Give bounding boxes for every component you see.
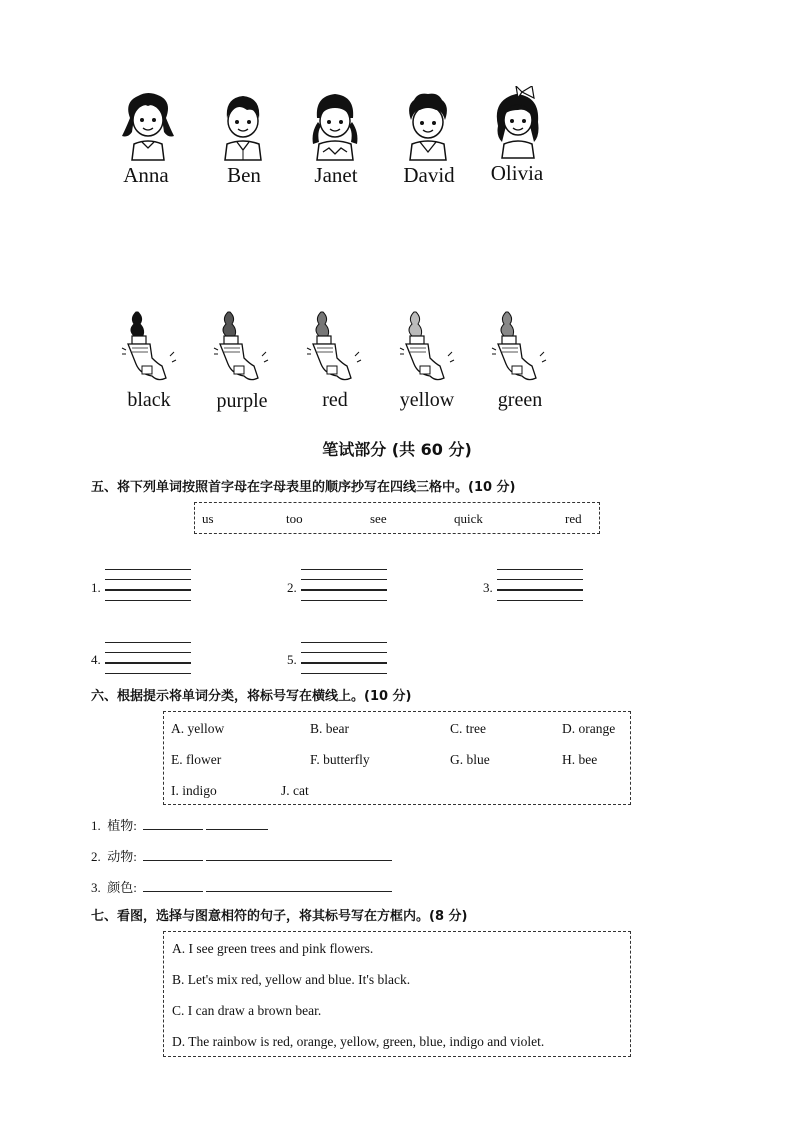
character-name: Anna — [123, 163, 169, 187]
word: us — [202, 511, 214, 526]
section5-title: 五、将下列单词按照首字母在字母表里的顺序抄写在四线三格中。(10 分) — [91, 480, 516, 495]
category-row: 1. 植物: — [91, 818, 137, 833]
answer-line[interactable] — [206, 891, 392, 892]
grid-number: 1. — [91, 580, 101, 595]
paint-label: black — [127, 389, 171, 411]
paint-label: yellow — [399, 389, 455, 411]
option: F. butterfly — [310, 752, 370, 767]
answer-line[interactable] — [143, 829, 203, 830]
paint-tube-icon — [488, 308, 552, 386]
answer-line[interactable] — [143, 860, 203, 861]
sentence: D. The rainbow is red, orange, yellow, green, blue, indigo and violet. — [172, 1034, 545, 1049]
paint-label: red — [322, 389, 348, 411]
paint-tube-icon — [303, 308, 367, 386]
section7-title: 七、看图，选择与图意相符的句子，将其标号写在方框内。(8 分) — [91, 909, 468, 924]
word: red — [565, 511, 582, 526]
sentence: A. I see green trees and pink flowers. — [172, 941, 374, 956]
sentence: C. I can draw a brown bear. — [172, 1003, 322, 1018]
exam-title: 笔试部分 (共 60 分) — [322, 440, 472, 459]
section5-word-box — [194, 502, 600, 534]
section6-option-box — [163, 711, 631, 805]
option: A. yellow — [171, 721, 225, 736]
grid-number: 2. — [287, 580, 297, 595]
option: G. blue — [450, 752, 490, 767]
character-name: Ben — [227, 163, 261, 187]
character-name: Janet — [314, 163, 358, 187]
option: B. bear — [310, 721, 349, 736]
grid-number: 5. — [287, 652, 297, 667]
option: I. indigo — [171, 783, 217, 798]
paint-tube-icon — [118, 308, 182, 386]
girl-pigtails-icon — [118, 88, 178, 162]
category-row: 2. 动物: — [91, 849, 137, 864]
option: J. cat — [281, 783, 309, 798]
paint-label: green — [497, 389, 543, 411]
grid-number: 3. — [483, 580, 493, 595]
girl-braids-icon — [305, 88, 365, 162]
answer-line[interactable] — [206, 860, 392, 861]
four-line-grid[interactable] — [105, 642, 191, 674]
word: too — [286, 511, 303, 526]
section7-sentence-box — [163, 931, 631, 1057]
section6-title: 六、根据提示将单词分类，将标号写在横线上。(10 分) — [91, 689, 412, 704]
four-line-grid[interactable] — [301, 569, 387, 601]
paint-tube-icon — [396, 308, 460, 386]
grid-number: 4. — [91, 652, 101, 667]
four-line-grid[interactable] — [301, 642, 387, 674]
boy-curly-icon — [398, 88, 458, 162]
word: see — [370, 511, 387, 526]
four-line-grid[interactable] — [497, 569, 583, 601]
word: quick — [454, 511, 483, 526]
sentence: B. Let's mix red, yellow and blue. It's black. — [172, 972, 411, 987]
girl-bow-icon — [488, 86, 548, 160]
character-name: David — [403, 163, 455, 187]
answer-line[interactable] — [206, 829, 268, 830]
paint-label: purple — [216, 390, 268, 412]
option: C. tree — [450, 721, 486, 736]
paint-tube-icon — [210, 308, 274, 386]
boy-icon — [213, 88, 273, 162]
character-name: Olivia — [490, 161, 544, 185]
answer-line[interactable] — [143, 891, 203, 892]
option: H. bee — [562, 752, 598, 767]
option: D. orange — [562, 721, 616, 736]
four-line-grid[interactable] — [105, 569, 191, 601]
category-row: 3. 颜色: — [91, 880, 137, 895]
option: E. flower — [171, 752, 222, 767]
